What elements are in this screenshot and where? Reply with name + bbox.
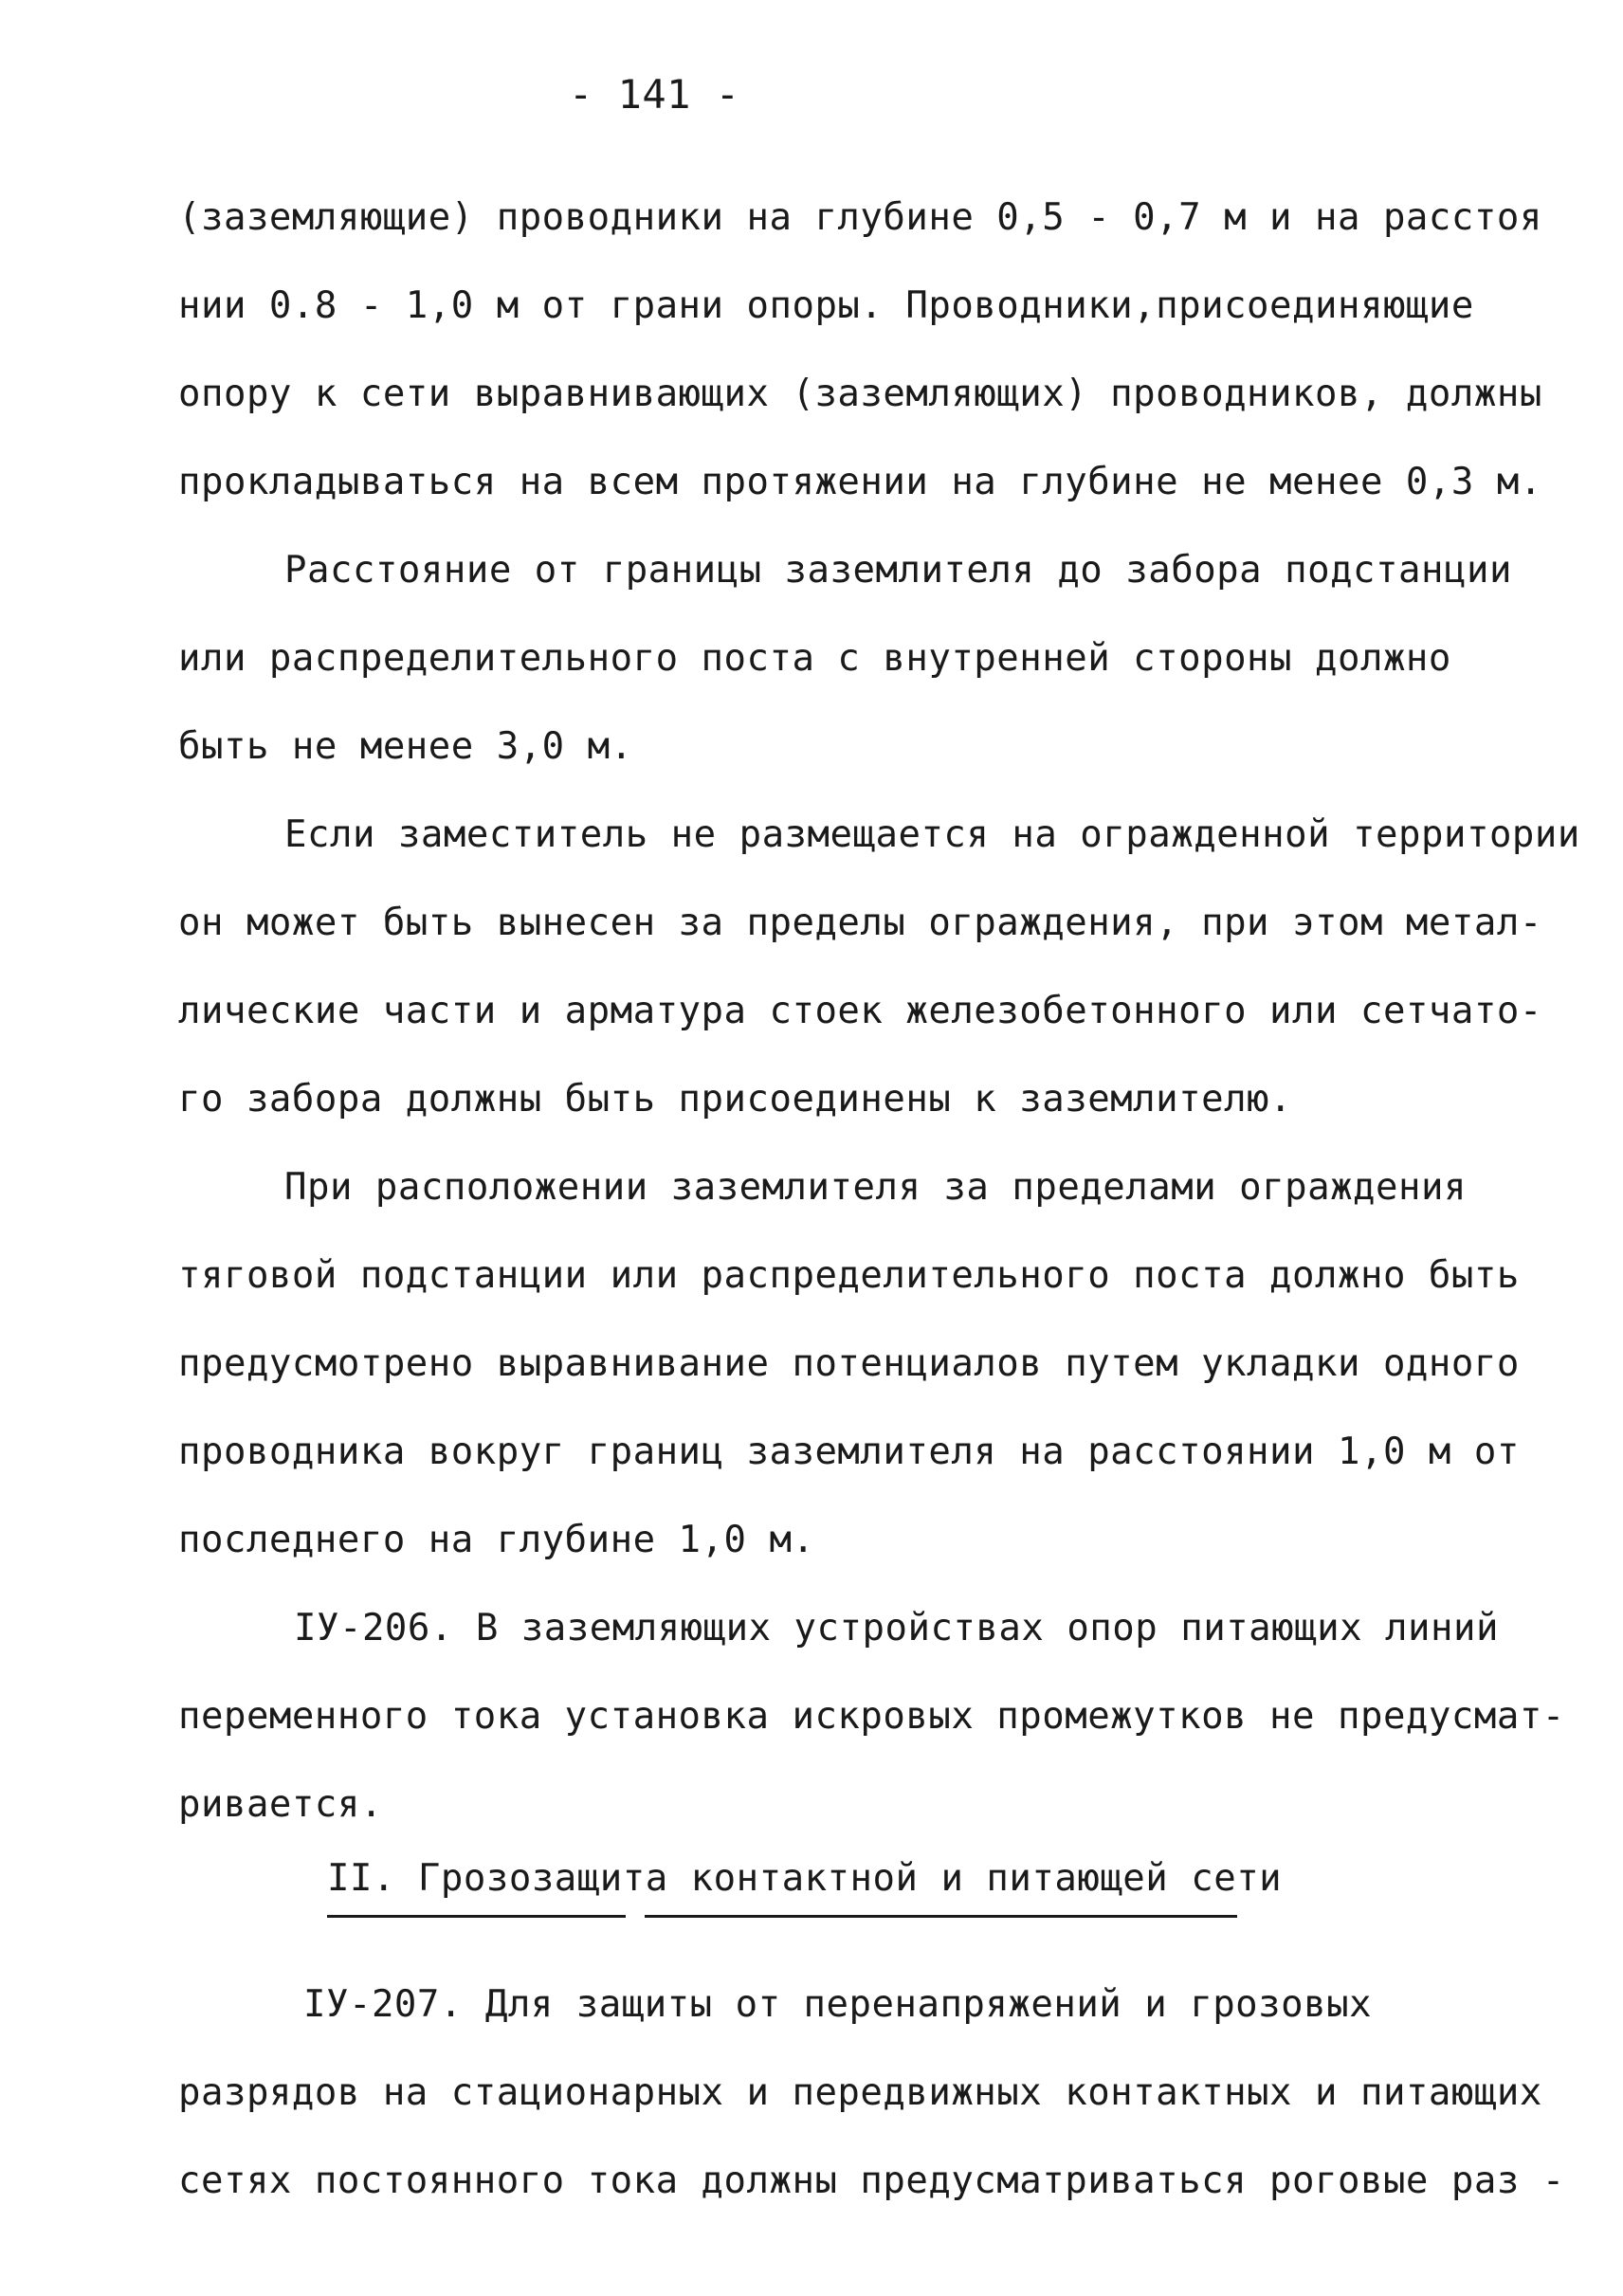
text-line: разрядов на стационарных и передвижных контактных и питающих: [178, 2071, 1542, 2114]
text-line: Расстояние от границы заземлителя до забора подстанции: [284, 549, 1512, 592]
text-line: тяговой подстанции или распределительного поста должно быть: [178, 1254, 1520, 1297]
text-line: ривается.: [178, 1783, 383, 1826]
text-line: лические части и арматура стоек железобетонного или сетчато-: [178, 990, 1542, 1032]
text-line: или распределительного поста с внутренней стороны должно: [178, 637, 1451, 680]
text-line: IУ-206. В заземляющих устройствах опор питающих линий: [294, 1607, 1499, 1649]
text-line: предусмотрено выравнивание потенциалов путем укладки одного: [178, 1342, 1520, 1385]
text-line: сетях постоянного тока должны предусматриваться роговые раз -: [178, 2159, 1565, 2202]
text-line: Если заместитель не размещается на огражденной территории: [284, 813, 1580, 856]
heading-underline: [645, 1915, 1237, 1918]
section-heading: II. Грозозащита контактной и питающей сети: [327, 1857, 1283, 1900]
text-line: быть не менее 3,0 м.: [178, 725, 633, 768]
text-line: опору к сети выравнивающих (заземляющих) проводников, должны: [178, 373, 1542, 415]
text-line: При расположении заземлителя за пределами ограждения: [284, 1166, 1467, 1209]
heading-underline: [327, 1915, 626, 1918]
text-line: IУ-207. Для защиты от перенапряжений и грозовых: [303, 1983, 1373, 2026]
page-number: - 141 -: [569, 71, 740, 118]
text-line: последнего на глубине 1,0 м.: [178, 1519, 815, 1561]
text-line: переменного тока установка искровых промежутков не предусмат-: [178, 1695, 1565, 1738]
text-line: прокладываться на всем протяжении на глубине не менее 0,3 м.: [178, 461, 1542, 503]
text-line: он может быть вынесен за пределы ограждения, при этом метал-: [178, 902, 1542, 944]
text-line: проводника вокруг границ заземлителя на расстоянии 1,0 м от: [178, 1430, 1520, 1473]
text-line: нии 0.8 - 1,0 м от грани опоры. Проводники,присоединяющие: [178, 284, 1474, 327]
text-line: го забора должны быть присоединены к заземлителю.: [178, 1078, 1293, 1121]
text-line: (заземляющие) проводники на глубине 0,5 - 0,7 м и на расстоя: [178, 196, 1542, 239]
